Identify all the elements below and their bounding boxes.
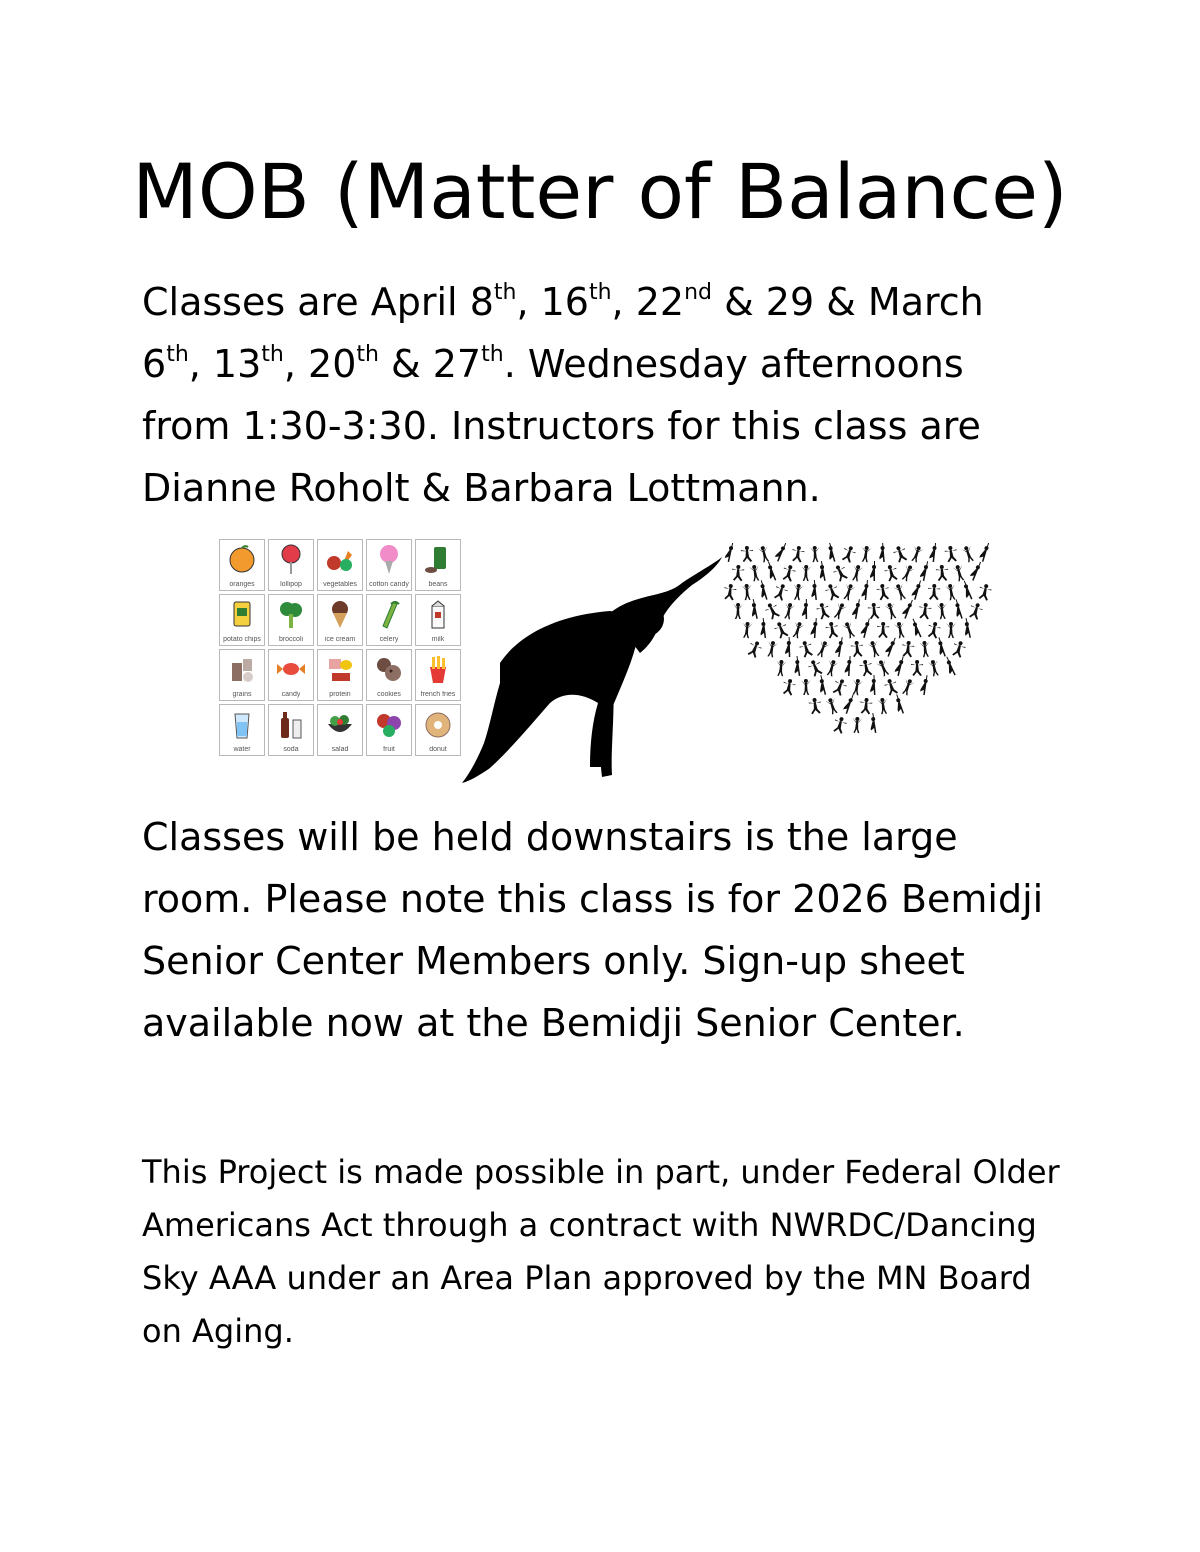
food-label: salad [331,746,349,753]
schedule-line-4: Dianne Roholt & Barbara Lottmann. [142,466,821,510]
food-label: cotton candy [369,581,409,588]
food-label: potato chips [223,636,261,643]
cookies-icon [373,653,405,685]
food-card [268,594,314,646]
food-label: water [233,746,251,753]
broccoli-icon [275,598,307,630]
food-card [268,649,314,701]
food-card [317,704,363,756]
soda-icon [275,708,307,740]
food-card [219,539,265,591]
location-line-3: Senior Center Members only. Sign-up sheet [142,939,965,983]
french-fries-icon [422,653,454,685]
page-title: MOB (Matter of Balance) [132,147,1068,236]
food-label: ice cream [324,636,356,643]
food-card [219,704,265,756]
food-label: broccoli [278,636,304,643]
food-label: vegetables [323,581,357,588]
funding-line-3: Sky AAA under an Area Plan approved by the MN Board [142,1259,1032,1297]
food-choices-chart [219,539,461,759]
beans-icon [422,543,454,575]
water-icon [226,708,258,740]
stretching-person-silhouette [460,553,725,785]
fruit-icon [373,708,405,740]
food-card [219,649,265,701]
location-line-2: room. Please note this class is for 2026 Bemidji [142,877,1044,921]
yoga-poses-heart-graphic [718,543,998,788]
food-card [366,704,412,756]
food-card [366,594,412,646]
location-line-1: Classes will be held downstairs is the large [142,815,958,859]
food-card [317,649,363,701]
salad-icon [324,708,356,740]
funding-disclaimer [142,1146,1142,1358]
food-label: candy [281,691,301,698]
grains-icon [226,653,258,685]
food-label: beans [428,581,448,588]
food-card [317,594,363,646]
orange-icon [226,543,258,575]
food-label: donut [429,746,447,753]
food-label: grains [232,691,252,698]
food-card [415,704,461,756]
cotton-candy-icon [373,543,405,575]
ice-cream-icon [324,598,356,630]
food-label: protein [329,691,351,698]
milk-icon [422,598,454,630]
food-label: soda [283,746,299,753]
schedule-line-3: from 1:30-3:30. Instructors for this class are [142,404,981,448]
funding-line-2: Americans Act through a contract with NWRDC/Dancing [142,1206,1037,1244]
funding-line-1: This Project is made possible in part, under Federal Older [142,1153,1060,1191]
food-card [415,594,461,646]
food-card [415,539,461,591]
food-card [219,594,265,646]
location-line-4: available now at the Bemidji Senior Center. [142,1001,965,1045]
funding-line-4: on Aging. [142,1312,294,1350]
class-schedule-paragraph [142,271,1122,519]
food-card [268,539,314,591]
schedule-line-1: Classes are April 8th, 16th, 22nd & 29 & March [142,280,984,324]
lollipop-icon [275,543,307,575]
food-label: cookies [377,691,401,698]
food-card [366,539,412,591]
food-label: lollipop [280,581,302,588]
food-label: milk [431,636,445,643]
food-card [415,649,461,701]
candy-icon [275,653,307,685]
potato-chips-icon [226,598,258,630]
food-label: oranges [229,581,255,588]
celery-icon [373,598,405,630]
class-location-paragraph [142,806,1122,1054]
food-label: fruit [383,746,395,753]
food-card [366,649,412,701]
food-label: french fries [420,691,456,698]
protein-icon [324,653,356,685]
vegetables-icon [324,543,356,575]
food-label: celery [379,636,399,643]
food-card [268,704,314,756]
food-card [317,539,363,591]
schedule-line-2: 6th, 13th, 20th & 27th. Wednesday afternoons [142,342,964,386]
donut-icon [422,708,454,740]
